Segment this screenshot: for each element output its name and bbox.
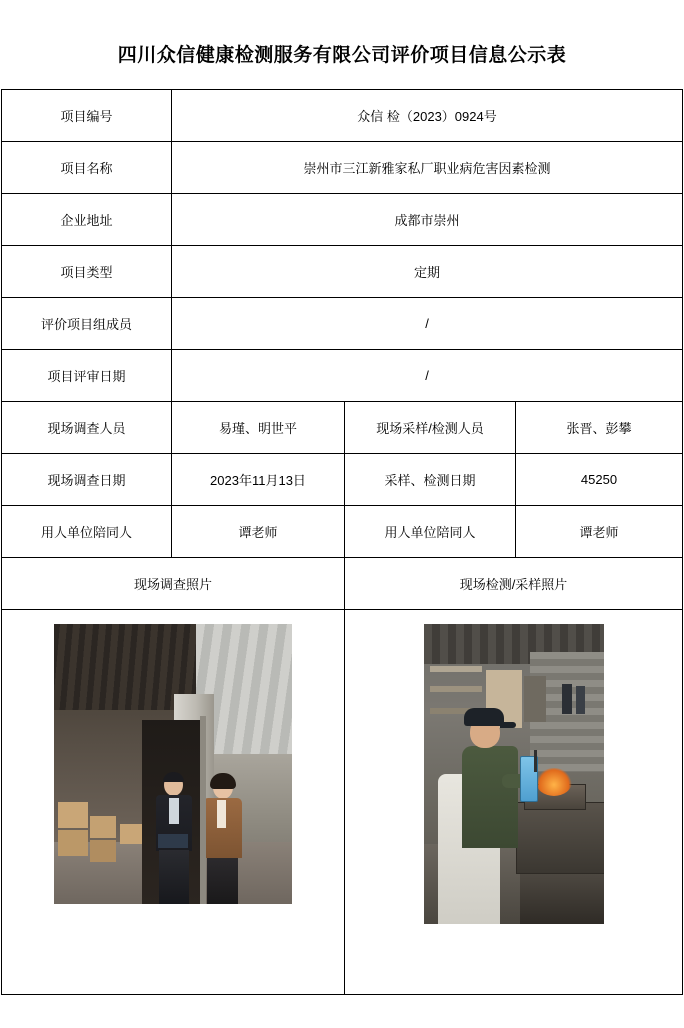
photo-header-survey: 现场调查照片 xyxy=(2,558,345,610)
photo-cell-sampling xyxy=(345,610,683,995)
row-label-escort-1: 用人单位陪同人 xyxy=(2,506,172,558)
row-label-escort-2: 用人单位陪同人 xyxy=(345,506,516,558)
row-label: 项目类型 xyxy=(2,246,172,298)
table-row xyxy=(2,194,683,246)
photo-header-sampling: 现场检测/采样照片 xyxy=(345,558,683,610)
sampling-photo xyxy=(424,624,604,924)
photo-cell-survey xyxy=(2,610,345,995)
survey-photo xyxy=(54,624,292,904)
row-value-escort-2: 谭老师 xyxy=(516,506,683,558)
person-figure xyxy=(150,774,198,904)
row-value-survey-staff: 易瑾、明世平 xyxy=(172,402,345,454)
table-row xyxy=(2,90,683,142)
row-label-sampling-date: 采样、检测日期 xyxy=(345,454,516,506)
table-row-photo-headers xyxy=(2,558,683,610)
table-row xyxy=(2,298,683,350)
table-row xyxy=(2,142,683,194)
table-row xyxy=(2,454,683,506)
row-value: 成都市崇州 xyxy=(172,194,683,246)
row-value: / xyxy=(172,298,683,350)
row-value-survey-date: 2023年11月13日 xyxy=(172,454,345,506)
row-value: / xyxy=(172,350,683,402)
page-title: 四川众信健康检测服务有限公司评价项目信息公示表 xyxy=(117,45,567,66)
row-value-sampling-date: 45250 xyxy=(516,454,683,506)
row-label: 评价项目组成员 xyxy=(2,298,172,350)
table-row xyxy=(2,350,683,402)
row-value-sampling-staff: 张晋、彭攀 xyxy=(516,402,683,454)
table-row xyxy=(2,246,683,298)
row-label-sampling-staff: 现场采样/检测人员 xyxy=(345,402,516,454)
row-label-survey-staff: 现场调查人员 xyxy=(2,402,172,454)
row-value: 崇州市三江新雅家私厂职业病危害因素检测 xyxy=(172,142,683,194)
row-label-survey-date: 现场调查日期 xyxy=(2,454,172,506)
row-label: 企业地址 xyxy=(2,194,172,246)
table-row xyxy=(2,506,683,558)
table-row xyxy=(2,402,683,454)
table-row-photos xyxy=(2,610,683,995)
row-value: 众信 检（2023）0924号 xyxy=(172,90,683,142)
row-value-escort-1: 谭老师 xyxy=(172,506,345,558)
row-label: 项目名称 xyxy=(2,142,172,194)
row-label: 项目编号 xyxy=(2,90,172,142)
row-value: 定期 xyxy=(172,246,683,298)
project-info-table xyxy=(1,89,683,995)
row-label: 项目评审日期 xyxy=(2,350,172,402)
